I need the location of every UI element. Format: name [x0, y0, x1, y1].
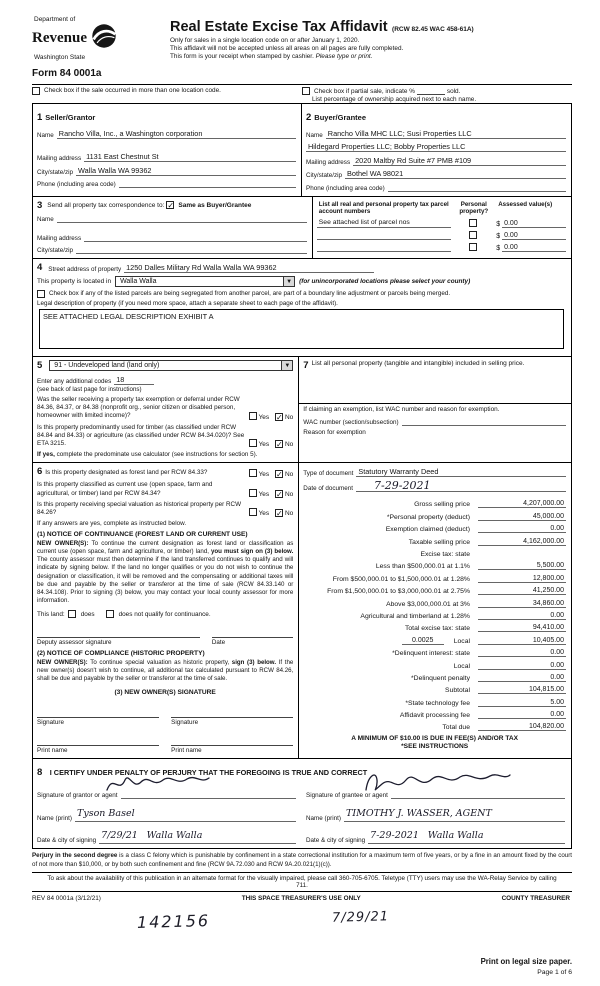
tax-row-tier4: Above $3,000,000.01 at 3% 34,860.00	[386, 599, 564, 608]
section-2-number: 2	[306, 112, 312, 123]
notice-continuance-heading: (1) NOTICE OF CONTINUANCE (FOREST LAND OR CURRENT USE)	[37, 531, 248, 539]
assessed-value-header: Assessed value(s)	[498, 200, 553, 208]
dollar-sign: $	[496, 244, 501, 252]
location-dropdown[interactable]	[115, 276, 295, 287]
grantee-signature-label: Signature of grantee or agent	[306, 792, 388, 800]
corr-csz-label: City/state/zip	[37, 247, 74, 254]
checkbox-multiple-location[interactable]	[32, 87, 40, 95]
date-of-document-label: Date of document	[303, 485, 354, 493]
tax-row-delinquent-interest-local: Local 0.00	[453, 661, 564, 670]
buyer-mailing-field[interactable]: 2020 Maltby Rd Suite #7 PMB #109	[353, 156, 566, 166]
section-1-number: 1	[37, 112, 43, 123]
legal-description-label: Legal description of property (if you need more space, attach a separate sheet to each page of the affidavit).	[37, 300, 338, 307]
corr-mailing-label: Mailing address	[37, 234, 82, 242]
this-land-label: This land:	[37, 610, 65, 618]
located-in-note: (for unincorporated locations please select your county)	[299, 278, 471, 285]
tax-row-exemption: Exemption claimed (deduct) 0.00	[385, 525, 564, 534]
s6-q2-answers: Yes ✓ No	[249, 489, 294, 498]
tax-row-gross: Gross selling price 4,207,000.00	[414, 500, 564, 509]
land-use-code-value: 91 - Undeveloped land (land only)	[54, 362, 160, 369]
legal-description-field[interactable]: SEE ATTACHED LEGAL DESCRIPTION EXHIBIT A	[39, 309, 564, 349]
street-address-field[interactable]: 1250 Dalles Military Rd Walla Walla WA 99362	[124, 263, 374, 273]
tax-row-subtotal: Subtotal 104,815.00	[445, 686, 564, 695]
seller-mailing-label: Mailing address	[37, 155, 82, 162]
section-seller	[33, 104, 302, 196]
rcw-reference: (RCW 82.45 WAC 458-61A)	[392, 26, 474, 33]
tax-rows	[303, 496, 566, 731]
signature-label: Signature	[37, 719, 64, 727]
additional-codes-note: (see back of last page for instructions)	[37, 386, 142, 393]
tier4-value[interactable]: 34,860.00	[478, 600, 566, 608]
dollar-sign: $	[496, 232, 501, 240]
section-5-7	[32, 357, 572, 463]
parcel-field-1[interactable]: See attached list of parcel nos	[317, 219, 452, 228]
s5-q2-answers: Yes ✓ No	[249, 439, 294, 448]
title-block	[170, 16, 572, 81]
perjury-note: Perjury in the second degree is a class C felony which is punishable by confinement in a state correctional institution for a maximum term of five years, or by a fine in an amount fixed by the court of not more than $10,000, or by both such confinement and fine (RCW 9A.72.030 and RCW 9A.20.021(1)(c)).	[32, 852, 573, 868]
section-6-number: 6	[37, 466, 43, 478]
new-owner-signature-1-field[interactable]	[37, 708, 159, 718]
dropdown-arrow-icon: ▼	[281, 361, 292, 370]
new-owner-printname-1	[37, 736, 159, 754]
notice-compliance-text: NEW OWNER(S): To continue special valuation as historic property, sign (3) below. If the new owner(s) doesn't wish to continue, all additional tax calculated pursuant to RCW 84.26, shall be due and payable by the seller or transferor at the time of sale.	[37, 659, 294, 683]
minimum-due-note: A MINIMUM OF $10.00 IS DUE IN FEE(S) AND/OR TAX	[351, 735, 519, 743]
delinquent-interest-local-value[interactable]: 0.00	[478, 662, 566, 670]
does-not-label: does not qualify for continuance.	[118, 610, 211, 618]
segregated-label: Check box if any of the listed parcels are being segregated from another parcel, are part of a boundary line adjustment or parcels being merged.	[49, 290, 451, 297]
checkbox-segregated[interactable]	[37, 290, 45, 298]
checkbox-same-as-buyer[interactable]: ✓	[167, 201, 175, 210]
grantee-signature-block	[302, 780, 571, 848]
s6-question-3: Is this property receiving special valuation as historical property per RCW 84.26?	[37, 500, 242, 516]
stamp-date: 7/29/21	[331, 908, 390, 926]
s6-q1-checkbox-no[interactable]: ✓	[275, 470, 283, 480]
buyer-csz-label: City/state/zip	[306, 172, 343, 179]
grantee-date: 7-29-2021	[370, 830, 419, 842]
section-8	[32, 759, 572, 849]
section-3	[32, 197, 572, 260]
seller-csz-field[interactable]: Walla Walla WA 99362	[76, 166, 296, 176]
grantee-signature-field[interactable]	[391, 790, 565, 799]
street-address-label: Street address of property	[48, 266, 122, 273]
seller-phone-label: Phone (including area code)	[37, 181, 116, 188]
grantee-date-label: Date & city of signing	[306, 837, 366, 845]
agricultural-value[interactable]: 0.00	[478, 612, 566, 620]
s6-q3-checkbox-no[interactable]: ✓	[275, 509, 283, 519]
checkbox-does-not-qualify[interactable]	[106, 610, 114, 618]
tax-row-processing-fee: Affidavit processing fee 0.00	[399, 711, 564, 720]
stamp-receipt-number: 142156	[136, 910, 211, 932]
total-due-value[interactable]: 104,820.00	[478, 723, 566, 731]
additional-codes-field[interactable]: 18	[114, 375, 154, 385]
taxable-selling-price-value[interactable]: 4,162,000.00	[478, 538, 566, 546]
section-4	[32, 259, 572, 357]
section-7	[299, 357, 571, 462]
section-1-2	[32, 103, 572, 197]
section-6	[33, 463, 299, 758]
buyer-mailing-label: Mailing address	[306, 158, 351, 166]
technology-fee-value[interactable]: 5.00	[478, 699, 566, 707]
page-title: Real Estate Excise Tax Affidavit	[170, 19, 388, 35]
s5-q2-checkbox-no[interactable]: ✓	[275, 440, 283, 450]
grantor-signature-block	[33, 780, 302, 848]
partial-sale-label: Check box if partial sale, indicate %	[314, 88, 415, 95]
buyer-csz-field[interactable]: Bothel WA 98021	[345, 169, 566, 179]
grantor-city: Walla Walla	[146, 830, 203, 842]
same-as-buyer-label: Same as Buyer/Grantee	[178, 201, 252, 209]
local-tax-value[interactable]: 10,405.00	[478, 637, 566, 645]
grantor-signature-field[interactable]	[121, 790, 296, 799]
buyer-name-label: Name	[306, 131, 323, 139]
dor-brand	[32, 16, 160, 81]
signature-label: Signature	[171, 719, 199, 727]
grantor-printed-name: Tyson Basel	[77, 807, 135, 819]
tax-subheader-excise: Excise tax: state	[420, 550, 470, 558]
assessed-value-3[interactable]: 0.00	[502, 244, 566, 252]
tier1-value[interactable]: 5,500.00	[478, 562, 566, 570]
section-buyer	[302, 104, 571, 196]
land-qualify-row	[37, 610, 293, 618]
tax-computation	[299, 463, 571, 758]
assessed-value-1[interactable]: 0.00	[502, 220, 566, 228]
section-7-number: 7	[303, 360, 309, 371]
treasurer-stamp-space	[32, 902, 572, 980]
parcel-row	[317, 219, 566, 228]
predominate-use-note: If yes, complete the predominate use calculator (see instructions for section 5).	[37, 451, 258, 459]
corr-csz-field[interactable]	[76, 245, 307, 254]
new-owner-signature-1	[37, 708, 159, 726]
print-name-label: Print name	[37, 747, 68, 755]
s6-q2-checkbox-yes[interactable]	[249, 489, 257, 497]
parcel-row	[317, 231, 566, 240]
tax-row-tier3: From $1,500,000.01 to $3,000,000.01 at 2.75% 41,250.00	[327, 587, 564, 596]
deputy-assessor-signature-label: Deputy assessor signature	[37, 639, 112, 647]
grantor-date-label: Date & city of signing	[37, 837, 97, 845]
alternate-format-note: To ask about the availability of this publication in an alternate format for the visually impaired, please call 360-705-6705. Teletype (TTY) users may use the WA-Relay Service by calling 711.	[32, 872, 572, 892]
subtitle-line3: This form is your receipt when stamped by cashier. Please type or print.	[170, 53, 373, 60]
new-owner-printname-2	[171, 736, 293, 754]
parcel-field-3[interactable]	[317, 243, 452, 252]
tier2-value[interactable]: 12,800.00	[478, 575, 566, 583]
personal-property-list-label: List all personal property (tangible and intangible) included in selling price.	[311, 360, 525, 367]
local-rate-field[interactable]: 0.0025	[402, 637, 444, 645]
tax-row-personal: *Personal property (deduct) 45,000.00	[386, 512, 564, 521]
tax-row-tier1: Less than $500,000.01 at 1.1% 5,500.00	[375, 562, 564, 571]
print-name-label: Print name	[171, 747, 202, 755]
land-use-code-dropdown[interactable]	[49, 360, 293, 371]
grantor-name-label: Name (print)	[37, 814, 72, 822]
s5-question-2: Is this property predominantly used for timber (as classified under RCW 84.84 and 84.33) or agriculture (as classified under RCW 84.34.020)? See ETA 3215.	[37, 423, 245, 447]
corr-name-field[interactable]	[57, 214, 307, 223]
correspondence-label: Send all property tax correspondence to:	[47, 201, 165, 209]
additional-codes-label: Enter any additional codes	[37, 378, 112, 385]
page-number: Page 1 of 6	[537, 969, 572, 976]
tax-row-total-due: Total due 104,820.00	[442, 723, 564, 732]
s6-question-1: Is this property designated as forest land per RCW 84.33?	[45, 469, 208, 477]
notice-continuance-text: NEW OWNER(S): To continue the current designation as forest land or classification as current use (open space, farm and agriculture, or timber) land, you must sign on (3) below. The county assessor must then determine if the land transferred continues to qualify and will indicate by signing below. If the land no longer qualifies or you do not wish to continue the designation or classification, it will be removed and the compensating or additional taxes will be due and payable by the seller or transferor at the time of sale (RCW 84.33.140 or 84.34.108). Prior to signing (3) below, you may contact your local county assessor for more information.	[37, 540, 294, 604]
subtitle-line1: Only for sales in a single location code on or after January 1, 2020.	[170, 37, 360, 44]
date-of-document-field[interactable]	[356, 479, 566, 492]
location-dropdown-value: Walla Walla	[120, 278, 157, 285]
grantor-signature-label: Signature of grantor or agent	[37, 792, 118, 800]
tax-row-local: 0.0025 Local 10,405.00	[303, 632, 566, 644]
type-of-document-label: Type of document	[303, 470, 354, 478]
checkbox-personal-property-1[interactable]	[469, 219, 477, 227]
rev-number: REV 84 0001a (3/12/21)	[32, 894, 101, 902]
page-header	[32, 16, 572, 81]
buyer-phone-label: Phone (including area code)	[306, 184, 385, 192]
exemption-block	[299, 403, 571, 448]
new-owner-signature-2	[171, 708, 293, 726]
checkbox-partial-sale[interactable]	[302, 87, 310, 95]
reason-for-exemption-field[interactable]	[303, 436, 566, 448]
deputy-assessor-signature	[37, 628, 200, 646]
section-5	[33, 357, 299, 462]
grantor-date: 7/29/21	[101, 830, 138, 842]
sold-label: sold.	[446, 88, 461, 95]
revenue-logo-icon	[91, 23, 117, 54]
dropdown-arrow-icon: ▼	[283, 277, 294, 286]
gross-selling-price-value[interactable]: 4,207,000.00	[478, 500, 566, 508]
notice-compliance-heading: (2) NOTICE OF COMPLIANCE (HISTORIC PROPERTY)	[37, 650, 205, 658]
wac-number-field[interactable]	[402, 417, 566, 426]
s6-q3-checkbox-yes[interactable]	[249, 508, 257, 516]
new-owner-printname-1-field[interactable]	[37, 736, 159, 746]
corr-name-label: Name	[37, 216, 54, 223]
subtitle-line2: This affidavit will not be accepted unless all areas on all pages are fully completed.	[170, 45, 404, 52]
parcel-table	[313, 197, 571, 259]
seller-phone-field[interactable]	[119, 179, 296, 188]
tax-row-taxable: Taxable selling price 4,162,000.00	[408, 537, 564, 546]
footer-row	[32, 892, 572, 902]
seller-csz-label: City/state/zip	[37, 168, 74, 176]
deputy-date-field[interactable]	[212, 628, 293, 638]
delinquent-interest-state-value[interactable]: 0.00	[478, 649, 566, 657]
seller-title: Seller/Grantor	[45, 113, 96, 122]
parcel-row	[317, 243, 566, 252]
exemption-claimed-value[interactable]: 0.00	[478, 525, 566, 533]
buyer-name2-field[interactable]: Hildegard Properties LLC; Bobby Properties LLC	[306, 142, 566, 152]
tax-row-total-state: Total excise tax: state 94,410.00	[405, 624, 564, 633]
section-3-number: 3	[37, 199, 43, 211]
tax-row-agricultural: Agricultural and timberland at 1.28% 0.00	[360, 611, 564, 620]
tax-row-delinquent-penalty: *Delinquent penalty 0.00	[411, 673, 564, 682]
dollar-sign: $	[496, 220, 501, 228]
buyer-title: Buyer/Grantee	[314, 113, 366, 122]
personal-property-header: Personal property?	[459, 200, 489, 215]
s6-question-2: Is this property classified as current use (open space, farm and agricultural, or timber) land per RCW 84.34?	[37, 481, 213, 497]
s6-q1-checkbox-yes[interactable]	[249, 469, 257, 477]
section-4-number: 4	[37, 262, 43, 273]
section-6-tax	[32, 463, 572, 759]
tax-row-tier2: From $500,000.01 to $1,500,000.01 at 1.28% 12,800.00	[332, 574, 564, 583]
deputy-date-label: Date	[211, 639, 226, 647]
form-number: Form 84 0001a	[32, 68, 102, 79]
brand-washington-state: Washington State	[34, 54, 86, 61]
tax-row-technology-fee: *State technology fee 5.00	[405, 698, 564, 707]
located-in-label: This property is located in	[37, 278, 112, 285]
grantee-city: Walla Walla	[427, 830, 484, 842]
personal-property-deduct-value[interactable]: 45,000.00	[478, 513, 566, 521]
processing-fee-value[interactable]: 0.00	[478, 711, 566, 719]
seller-name-label: Name	[37, 131, 54, 139]
checkbox-personal-property-2[interactable]	[469, 231, 477, 239]
parcel-field-2[interactable]	[317, 231, 452, 240]
assessed-value-2[interactable]: 0.00	[502, 232, 566, 240]
section-5-number: 5	[37, 360, 43, 371]
wac-number-label: WAC number (section/subsection)	[303, 418, 399, 426]
checkbox-does-qualify[interactable]	[68, 610, 76, 618]
ownership-note: List percentage of ownership acquired next to each name.	[312, 96, 477, 103]
s5-q1-checkbox-no[interactable]: ✓	[275, 412, 283, 422]
s5-question-1: Was the seller receiving a property tax exemption or deferral under RCW 84.36, 84.37, or 84.38 (nonprofit org., senior citizen or disabled person, homeowner with limited income)?	[37, 396, 240, 420]
seller-mailing-field[interactable]: 1131 East Chestnut St	[84, 152, 296, 162]
date-of-document-handwritten: 7-29-2021	[374, 479, 431, 493]
s5-q1-answers: Yes ✓ No	[249, 412, 294, 421]
type-of-document-field[interactable]: Statutory Warranty Deed	[356, 467, 566, 477]
brand-department-of: Department of	[34, 16, 76, 23]
s5-q2-checkbox-yes[interactable]	[249, 439, 257, 447]
deputy-date	[212, 628, 293, 646]
if-yes-note: If any answers are yes, complete as instructed below.	[37, 520, 187, 528]
subtotal-value[interactable]: 104,815.00	[478, 686, 566, 694]
s6-q2-checkbox-no[interactable]: ✓	[275, 489, 283, 499]
exemption-note: If claiming an exemption, list WAC number and reason for exemption.	[303, 406, 500, 413]
certify-statement: I CERTIFY UNDER PENALTY OF PERJURY THAT THE FOREGOING IS TRUE AND CORRECT	[49, 768, 368, 778]
grantee-printed-name: TIMOTHY J. WASSER, AGENT	[346, 807, 492, 819]
s6-q3-answers: Yes ✓ No	[249, 508, 294, 517]
top-checkboxes	[32, 84, 572, 103]
tax-row-delinquent-interest-state: *Delinquent interest: state 0.00	[392, 649, 564, 658]
parcel-header: List all real and personal property tax parcel account numbers	[318, 200, 449, 215]
county-treasurer-label: COUNTY TREASURER	[501, 894, 570, 902]
buyer-phone-field[interactable]	[388, 183, 566, 192]
s5-q1-checkbox-yes[interactable]	[249, 412, 257, 420]
brand-revenue: Revenue	[32, 30, 87, 46]
total-excise-state-value[interactable]: 94,410.00	[478, 624, 566, 632]
reason-for-exemption-label: Reason for exemption	[303, 428, 366, 436]
partial-sale-percent-field[interactable]	[417, 88, 445, 95]
print-on-legal-note: Print on legal size paper.	[480, 957, 572, 966]
s6-q1-answers: Yes ✓ No	[249, 469, 294, 478]
corr-mailing-field[interactable]	[84, 233, 307, 242]
new-owner-printname-2-field[interactable]	[171, 736, 293, 746]
does-label: does	[80, 610, 95, 618]
grantee-name-label: Name (print)	[306, 814, 341, 822]
correspondence-block	[33, 197, 313, 259]
seller-name-field[interactable]: Rancho Villa, Inc., a Washington corporation	[57, 129, 296, 139]
treasurer-use-label: THIS SPACE TREASURER'S USE ONLY	[241, 894, 361, 902]
new-owner-signature-2-field[interactable]	[171, 708, 293, 718]
see-instructions-note: *SEE INSTRUCTIONS	[401, 743, 469, 751]
section-8-number: 8	[37, 767, 43, 779]
deputy-assessor-signature-field[interactable]	[37, 628, 200, 638]
tier3-value[interactable]: 41,250.00	[478, 587, 566, 595]
buyer-name-field[interactable]: Rancho Villa MHC LLC; Susi Properties LLC	[326, 129, 566, 139]
personal-property-list-field[interactable]	[303, 371, 566, 401]
delinquent-penalty-value[interactable]: 0.00	[478, 674, 566, 682]
multiple-location-label: Check box if the sale occurred in more than one location code.	[44, 87, 221, 94]
new-owner-signature-heading: (3) NEW OWNER(S) SIGNATURE	[114, 689, 216, 697]
checkbox-personal-property-3[interactable]	[469, 243, 477, 251]
